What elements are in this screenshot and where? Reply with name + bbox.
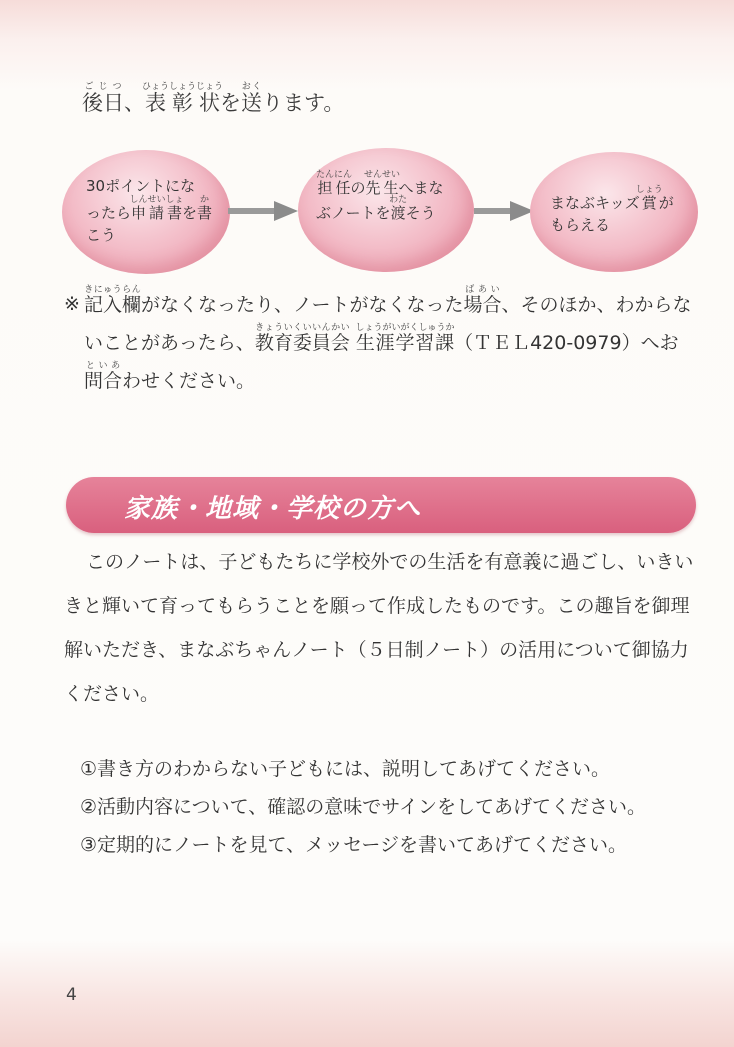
flow-step-3-text: まなぶキッズ賞しょうが もらえる xyxy=(550,185,674,234)
section-banner xyxy=(66,477,696,533)
list-item: ②活動内容について、確認の意味でサインをしてあげてください。 xyxy=(80,796,646,818)
list-item: ①書き方のわからない子どもには、説明してあげてください。 xyxy=(80,758,611,780)
note-text: 記入欄きにゅうらんがなくなったり、ノートがなくなった場合ばあい、そのほか、わからないことがあったら、教育委員会きょういくいいんかい 生涯学習課しょうがいがくしゅうか（ＴＥＬ420-0979）へお問合といあわせください。 xyxy=(84,285,692,392)
arrow-right-icon xyxy=(474,204,534,218)
intro-paragraph: このノートは、子どもたちに学校外での生活を有意義に過ごし、いきいきと輝いて育ってもらうことを願って作成したものです。この趣旨を御理解いただき、まなぶちゃんノート（５日制ノート）の活用について御協力ください。 xyxy=(64,551,694,705)
flow-step-2-text: 担任たんにんの先生せんせいへまな ぶノートを渡わたそう xyxy=(316,170,444,222)
ruby-word: 後日ごじつ xyxy=(82,82,124,115)
flow-step-1-text: 30ポイントにな ったら申請書しんせいしょを書か こう xyxy=(86,177,213,244)
section-title: 家族・地域・学校の方へ xyxy=(124,494,422,524)
flow-step-3 xyxy=(530,152,698,272)
flow-step-1 xyxy=(62,150,230,274)
page-number: 4 xyxy=(66,985,77,1005)
arrow-right-icon xyxy=(228,204,298,218)
note-mark: ※ xyxy=(64,293,80,315)
flow-step-2 xyxy=(298,148,474,272)
list-item: ③定期的にノートを見て、メッセージを書いてあげてください。 xyxy=(80,834,627,856)
award-notice: 後日ごじつ、表彰状ひょうしょうじょうを送おくります。 xyxy=(82,82,345,115)
contact-note xyxy=(64,285,704,400)
request-list xyxy=(80,750,700,864)
